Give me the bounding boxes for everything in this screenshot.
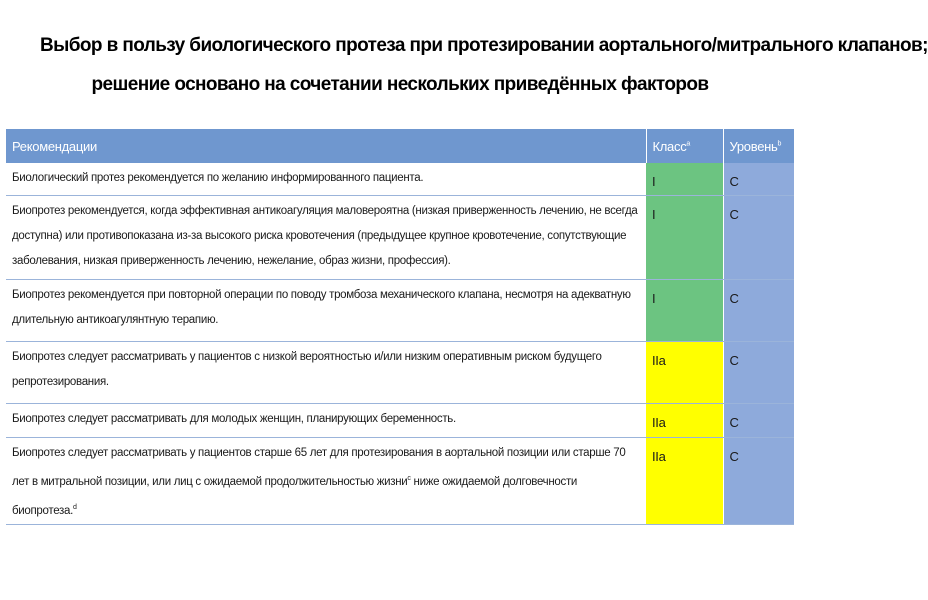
recommendation-text-part-2: ниже ожидаемой долговечности биопротеза. (12, 475, 578, 517)
title-line-1: Выбор в пользу биологического протеза при протезировании аортального/митрального клапанов; (40, 35, 928, 56)
header-level-label: Уровень (729, 138, 778, 154)
level-cell: C (723, 196, 794, 280)
level-cell: C (723, 438, 794, 525)
table-header-row (6, 129, 794, 163)
class-cell: I (646, 163, 723, 196)
footnote-c: c (407, 475, 411, 482)
slide-title (40, 26, 928, 104)
header-level (723, 129, 794, 163)
table-row (6, 280, 794, 342)
level-cell: C (723, 342, 794, 404)
header-class-footnote: a (686, 140, 690, 148)
recommendation-text: Биопротез следует рассматривать для молодых женщин, планирующих беременность. (6, 404, 646, 438)
header-level-footnote: b (777, 140, 782, 148)
recommendation-text (6, 438, 646, 525)
recommendation-text-part-1: Биопротез следует рассматривать у пациентов старше 65 лет для протезирования в аортальной позиции или старше 70 лет в митральной позиции, или лиц с ожидаемой продолжительностью жизни (12, 447, 626, 488)
header-class-label: Класс (652, 138, 687, 154)
table-row (6, 438, 794, 525)
class-cell: IIa (646, 438, 723, 525)
level-cell: C (723, 163, 794, 196)
table-row (6, 196, 794, 280)
title-line-2: решение основано на сочетании нескольких приведённых факторов (91, 74, 709, 95)
class-cell: I (646, 280, 723, 342)
class-cell: I (646, 196, 723, 280)
recommendation-text: Биопротез рекомендуется, когда эффективная антикоагуляция маловероятна (низкая приверженность лечению, не всегда доступна) или противопоказана из-за высокого риска кровотечения (предыдущее крупное кровотечение, сопутствующие заболевания, низкая приверженность лечению, нежелание, образ жизни, профессия). (6, 196, 646, 280)
class-cell: IIa (646, 404, 723, 438)
recommendation-text: Биопротез следует рассматривать у пациентов с низкой вероятностью и/или низким оперативным риском будущего репротезирования. (6, 342, 646, 404)
table-row (6, 342, 794, 404)
recommendation-text: Биопротез рекомендуется при повторной операции по поводу тромбоза механического клапана, несмотря на адекватную длительную антикоагулянтную терапию. (6, 280, 646, 342)
header-recommendations: Рекомендации (6, 129, 646, 163)
table-row (6, 404, 794, 438)
header-class (646, 129, 723, 163)
class-cell: IIa (646, 342, 723, 404)
level-cell: C (723, 280, 794, 342)
table-row (6, 163, 794, 196)
footnote-d: d (73, 503, 77, 511)
recommendation-text: Биологический протез рекомендуется по желанию информированного пациента. (6, 163, 646, 196)
level-cell: C (723, 404, 794, 438)
recommendations-table (6, 129, 795, 525)
